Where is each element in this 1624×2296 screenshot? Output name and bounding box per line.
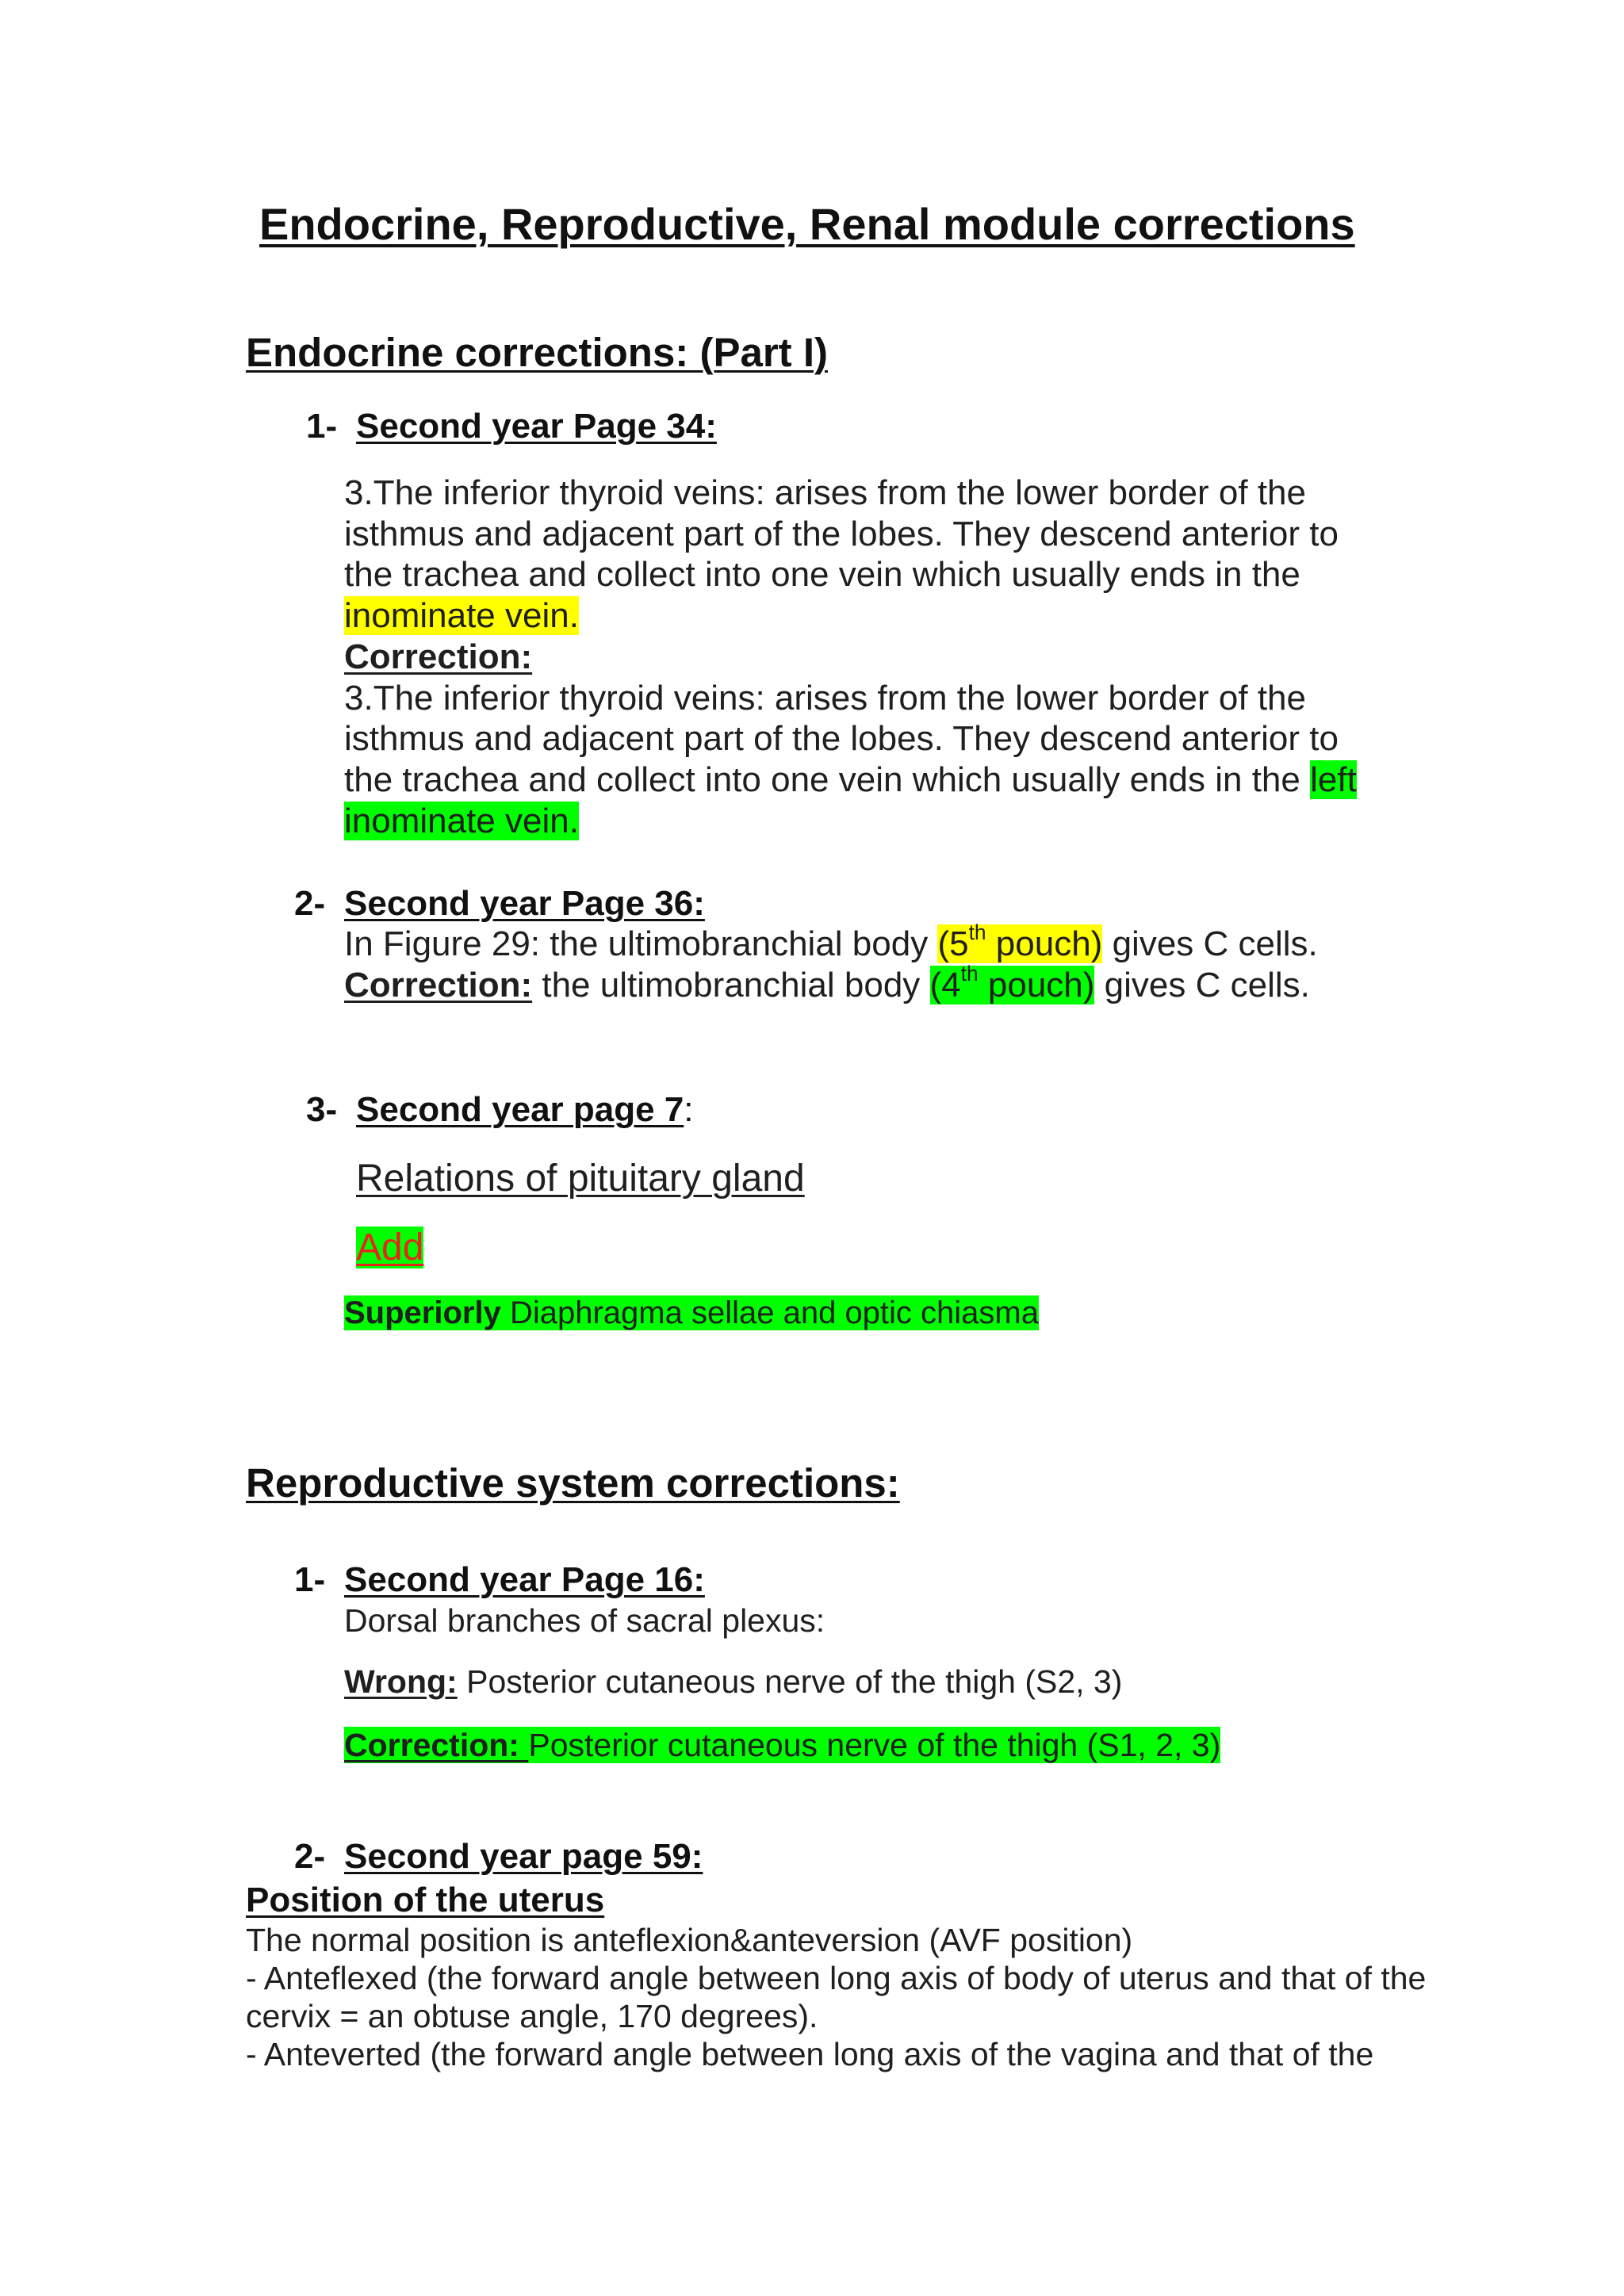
corrected-text-line [344, 801, 1357, 842]
context-line: Dorsal branches of sacral plexus: [344, 1602, 825, 1639]
yellow-highlight-error [937, 920, 1103, 963]
item-number: 2- [294, 884, 326, 923]
section-heading-endocrine [246, 330, 828, 376]
item-reference-text: Second year Page 36: [344, 884, 705, 923]
uterus-position-text [246, 1921, 1426, 2073]
wrong-label: Wrong: [344, 1663, 458, 1700]
corrected-text: gives C cells. [1094, 965, 1310, 1004]
original-text-line: isthmus and adjacent part of the lobes. They descend anterior to [344, 514, 1339, 553]
corrected-text: the ultimobranchial body [532, 965, 930, 1004]
original-text: gives C cells. [1102, 924, 1318, 963]
green-highlight-fix: inominate vein. [344, 801, 579, 840]
item-reference-text: Second year Page 34: [356, 407, 717, 446]
document-title [259, 199, 1355, 250]
original-text-line [344, 595, 1357, 637]
corrected-text: the trachea and collect into one vein which usually ends in the [344, 760, 1311, 799]
topic-text: Relations of pituitary gland [356, 1158, 805, 1200]
correction-block-ultimobranchial [344, 920, 1318, 1005]
item-number: 1- [306, 407, 338, 446]
section-heading-reproductive [246, 1460, 900, 1506]
original-text-line: the trachea and collect into one vein which usually ends in the [344, 555, 1300, 595]
pouch-word: pouch) [986, 924, 1103, 963]
original-text: In Figure 29: the ultimobranchial body [344, 924, 938, 963]
item-reference [344, 1836, 703, 1877]
addition-text: Diaphragma sellae and optic chiasma [500, 1295, 1039, 1330]
item-reference-text: Second year Page 16: [344, 1560, 705, 1599]
item-number: 1- [294, 1560, 326, 1599]
original-text-line: 3.The inferior thyroid veins: arises from the lower border of the [344, 473, 1306, 512]
addition-line [344, 1294, 1039, 1332]
paragraph-line: - Anteflexed (the forward angle between long axis of body of uterus and that of the [246, 1960, 1427, 1996]
green-highlight-fix [344, 1727, 1220, 1763]
add-line [356, 1226, 423, 1269]
yellow-highlight-error: inominate vein. [344, 596, 579, 636]
ordinal-superscript: th [960, 961, 979, 985]
corrected-text-line [344, 760, 1357, 801]
item-reference-text: Second year page 59: [344, 1837, 703, 1876]
subheading [246, 1880, 604, 1920]
corrected-text-line: 3.The inferior thyroid veins: arises from the lower border of the [344, 678, 1306, 718]
correction-label-line [344, 637, 1357, 678]
item-reference [356, 1089, 694, 1130]
item-reference [344, 883, 705, 924]
corrected-text-line [344, 961, 1318, 1006]
correction-text: Posterior cutaneous nerve of the thigh (S1, 2, 3) [528, 1727, 1221, 1763]
green-highlight-fix: left [1310, 760, 1357, 799]
item-reference-text: Second year page 7 [356, 1090, 684, 1129]
topic-line [356, 1157, 805, 1200]
item-reference-colon: : [684, 1090, 694, 1129]
correction-label: Correction: [344, 965, 533, 1004]
correction-label: Correction: [344, 637, 533, 676]
section-heading-reproductive-text: Reproductive system corrections: [246, 1460, 900, 1506]
wrong-text: Posterior cutaneous nerve of the thigh (S2, 3) [457, 1663, 1123, 1700]
pouch-number: (4 [929, 965, 961, 1004]
original-text-line [344, 920, 1318, 965]
pouch-number: (5 [937, 924, 969, 963]
green-highlight-fix [929, 961, 1095, 1004]
corrected-text-line: isthmus and adjacent part of the lobes. They descend anterior to [344, 719, 1339, 759]
ordinal-superscript: th [968, 920, 986, 945]
paragraph-line: - Anteverted (the forward angle between long axis of the vagina and that of the [246, 2036, 1374, 2072]
section-heading-endocrine-text: Endocrine corrections: (Part I) [246, 330, 828, 375]
addition-label: Superiorly [344, 1295, 501, 1330]
pouch-word: pouch) [978, 965, 1095, 1004]
wrong-line [344, 1663, 1122, 1701]
paragraph-line: cervix = an obtuse angle, 170 degrees). [246, 1998, 818, 2034]
green-highlight-fix [344, 1295, 1039, 1330]
subheading-text: Position of the uterus [246, 1881, 605, 1919]
correction-line [344, 1727, 1220, 1764]
correction-block-thyroid-veins [344, 473, 1357, 841]
item-number: 3- [306, 1090, 338, 1129]
correction-label: Correction: [344, 1727, 529, 1763]
paragraph-line: The normal position is anteflexion&anteversion (AVF position) [246, 1922, 1133, 1958]
item-reference [356, 406, 717, 446]
item-number: 2- [294, 1837, 326, 1876]
document-title-text: Endocrine, Reproductive, Renal module corrections [259, 199, 1355, 249]
item-reference [344, 1559, 705, 1600]
add-label: Add [356, 1226, 424, 1269]
